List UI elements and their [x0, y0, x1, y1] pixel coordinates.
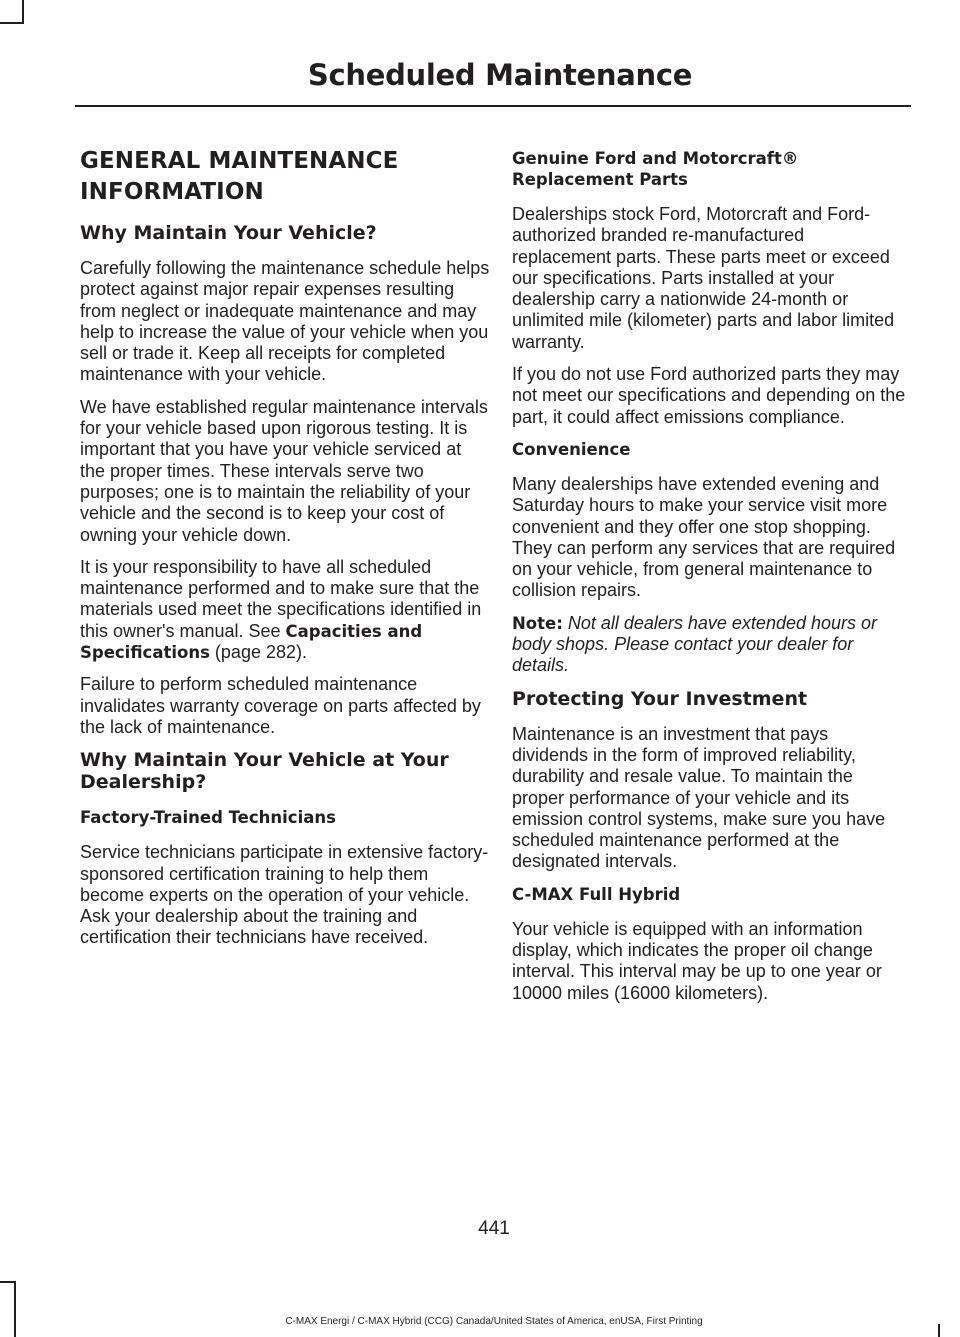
section-heading-general-maintenance: GENERAL MAINTENANCE INFORMATION	[80, 148, 399, 205]
footer-edition-text: C-MAX Energi / C-MAX Hybrid (CCG) Canada/United States of America, enUSA, First Printing	[285, 1316, 703, 1327]
page-reference: (page 282).	[209, 642, 307, 663]
right-column	[512, 140, 908, 1015]
heading-convenience: Convenience	[512, 439, 631, 459]
crop-mark-bottom-left-vertical	[14, 1281, 16, 1337]
paragraph-dealership-parts: Dealerships stock Ford, Motorcraft and Ford-authorized branded re-manufactured replacement parts. These parts meet or exceed our specifications. Parts installed at your dealership carry a nationwide 24-month or unlimited mile (kilometer) parts and labor limited warranty.	[512, 204, 895, 352]
note-label: Note:	[512, 613, 563, 633]
note-text: Not all dealers have extended hours or body shops. Please contact your dealer for details.	[512, 612, 878, 676]
page-number: 441	[478, 1218, 510, 1239]
heading-cmax-full-hybrid: C-MAX Full Hybrid	[512, 884, 681, 904]
paragraph-technicians: Service technicians participate in extensive factory-sponsored certification training to help them become experts on the operation of your vehicle. Ask your dealership about the training and certification their technicians have received.	[80, 842, 489, 948]
paragraph-responsibility	[80, 557, 490, 663]
paragraph-maintenance-intervals: We have established regular maintenance intervals for your vehicle based upon rigorous testing. It is important that you have your vehicle serviced at the proper times. These intervals serve two purposes; one is to maintain the reliability of your vehicle and the second is to keep your cost of owning your vehicle down.	[80, 396, 488, 545]
crop-mark-top-left-vertical	[22, 0, 24, 24]
paragraph-convenience: Many dealerships have extended evening and Saturday hours to make your service visit more convenient and they offer one stop shopping. They can perform any services that are required on your vehicle, from general maintenance to collision repairs.	[512, 473, 896, 601]
note	[512, 613, 908, 677]
heading-protecting-investment: Protecting Your Investment	[512, 687, 808, 710]
paragraph-investment: Maintenance is an investment that pays dividends in the form of improved reliability, durability and resale value. To maintain the proper performance of your vehicle and its emission control systems, make sure you have scheduled maintenance performed at the designated intervals.	[512, 723, 886, 872]
paragraph-maintenance-schedule: Carefully following the maintenance schedule helps protect against major repair expenses resulting from neglect or inadequate maintenance and may help to increase the value of your vehicle when you sell or trade it. Keep all receipts for completed maintenance with your vehicle.	[80, 258, 490, 385]
paragraph-warranty-failure: Failure to perform scheduled maintenance invalidates warranty coverage on parts affected by the lack of maintenance.	[80, 674, 481, 737]
paragraph-oil-change-interval: Your vehicle is equipped with an information display, which indicates the proper oil change interval. This interval may be up to one year or 10000 miles (16000 kilometers).	[512, 918, 882, 1003]
responsibility-text: It is your responsibility to have all scheduled maintenance performed and to make sure that the materials used meet the specifications identified in this owner's manual. See	[80, 556, 482, 641]
crop-mark-bottom-left	[0, 1281, 14, 1283]
capacities-specifications-link[interactable]: Capacities and Specifications	[80, 621, 423, 663]
heading-why-dealership: Why Maintain Your Vehicle at Your Dealership?	[80, 749, 449, 794]
heading-genuine-parts: Genuine Ford and Motorcraft® Replacement Parts	[512, 149, 799, 189]
heading-why-maintain: Why Maintain Your Vehicle?	[80, 222, 377, 244]
crop-mark-top-left	[0, 22, 22, 24]
page-header-title: Scheduled Maintenance	[307, 58, 693, 92]
header-rule	[75, 105, 911, 107]
heading-factory-trained: Factory-Trained Technicians	[80, 808, 336, 828]
paragraph-authorized-parts: If you do not use Ford authorized parts they may not meet our specifications and depending on the part, it could affect emissions compliance.	[512, 364, 906, 427]
left-column	[80, 140, 490, 960]
